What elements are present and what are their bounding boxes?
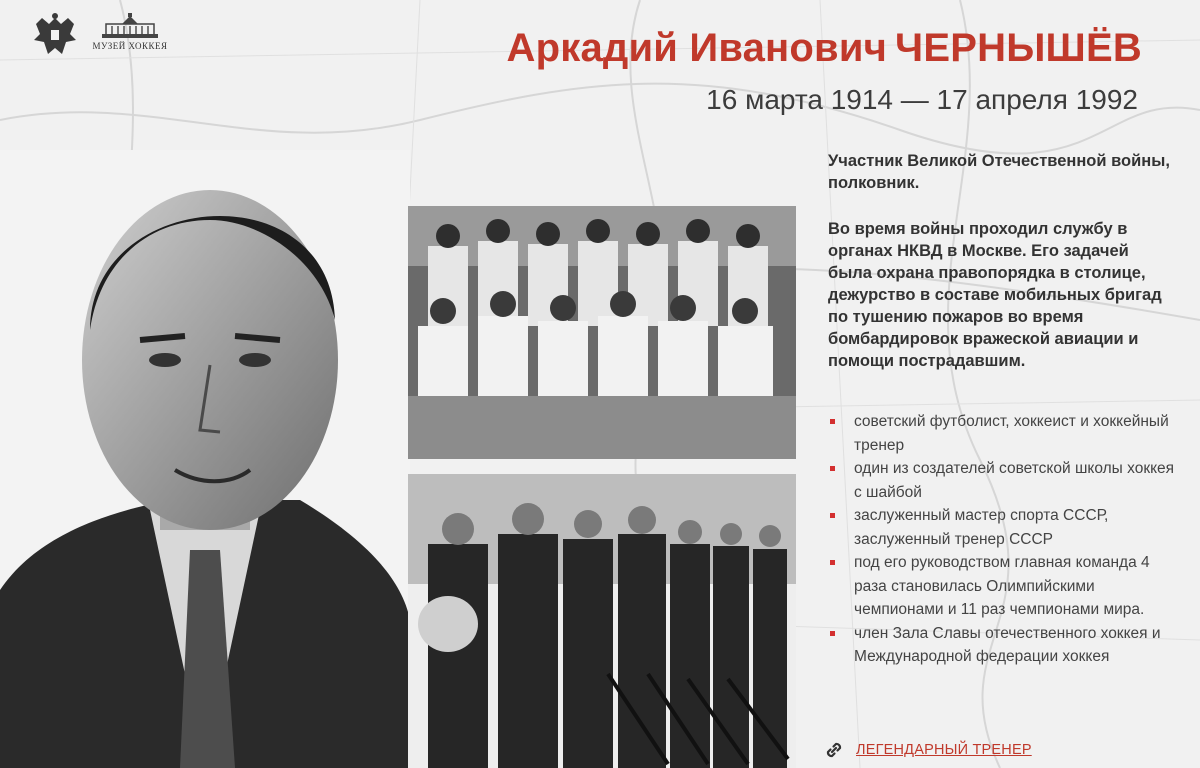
life-dates: 16 марта 1914 — 17 апреля 1992 xyxy=(706,84,1138,115)
list-item: под его руководством главная команда 4 раза становилась Олимпийскими чемпионами и 11 раз чемпионами мира. xyxy=(828,551,1178,622)
list-item: член Зала Славы отечественного хоккея и Международной федерации хоккея xyxy=(828,622,1178,669)
name-given: Аркадий Иванович xyxy=(506,26,888,70)
link-chain-icon xyxy=(822,738,846,762)
legendary-coach-link[interactable] xyxy=(822,738,1032,762)
museum-logo xyxy=(92,12,168,51)
double-headed-eagle-icon xyxy=(30,12,80,58)
team-photo xyxy=(408,206,796,459)
list-item: один из создателей советской школы хоккея с шайбой xyxy=(828,457,1178,504)
museum-building-icon xyxy=(98,12,162,40)
bio-paragraph-1: Участник Великой Отечественной войны, полковник. xyxy=(828,152,1170,192)
bio-paragraph-2: Во время войны проходил службу в органах НКВД в Москве. Его задачей была охрана правопорядка в столице, дежурство в составе мобильных бригад по тушению пожаров во время бомбардировок вражеской авиации и помощи пострадавшим. xyxy=(828,220,1162,370)
museum-label: МУЗЕЙ ХОККЕЯ xyxy=(92,41,168,51)
logo-group xyxy=(30,12,168,58)
name-surname: ЧЕРНЫШЁВ xyxy=(895,26,1142,70)
list-item: заслуженный мастер спорта СССР, заслуженный тренер СССР xyxy=(828,504,1178,551)
trophy-team-photo xyxy=(408,474,796,768)
page-title xyxy=(507,26,1142,71)
link-label[interactable]: ЛЕГЕНДАРНЫЙ ТРЕНЕР xyxy=(856,742,1032,758)
list-item: советский футболист, хоккеист и хоккейный тренер xyxy=(828,410,1178,457)
portrait-photo xyxy=(0,150,410,768)
achievements-list xyxy=(828,410,1178,669)
biography xyxy=(828,150,1173,396)
